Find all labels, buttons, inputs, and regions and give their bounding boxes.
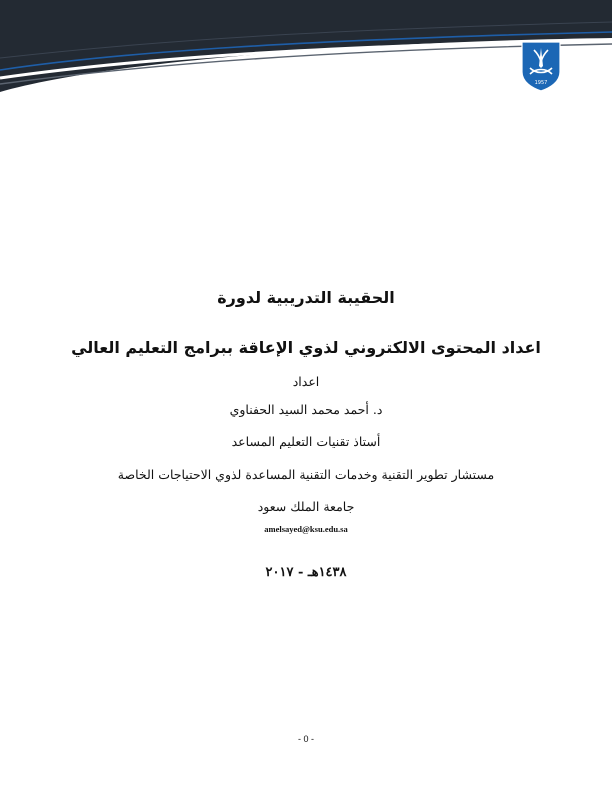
author-email[interactable]: amelsayed@ksu.edu.sa	[264, 524, 348, 534]
author-name: د. أحمد محمد السيد الحفناوي	[229, 402, 383, 417]
document-date: ١٤٣٨هـ - ٢٠١٧	[265, 565, 347, 580]
prepared-by-label: اعداد	[292, 374, 320, 389]
university-name: جامعة الملك سعود	[257, 499, 355, 514]
author-role: مستشار تطوير التقنية وخدمات التقنية المساعدة لذوي الاحتياجات الخاصة	[117, 467, 495, 482]
logo-year-text: 1957	[534, 80, 548, 86]
document-title-line-1: الحقيبة التدريبية لدورة	[217, 288, 395, 307]
king-saud-university-emblem-icon	[520, 40, 562, 92]
page-number: - 0 -	[297, 734, 314, 744]
author-position: أستاذ تقنيات التعليم المساعد	[231, 434, 381, 449]
document-title-line-2: اعداد المحتوى الالكتروني لذوي الإعاقة ببرامج التعليم العالي	[71, 338, 541, 357]
